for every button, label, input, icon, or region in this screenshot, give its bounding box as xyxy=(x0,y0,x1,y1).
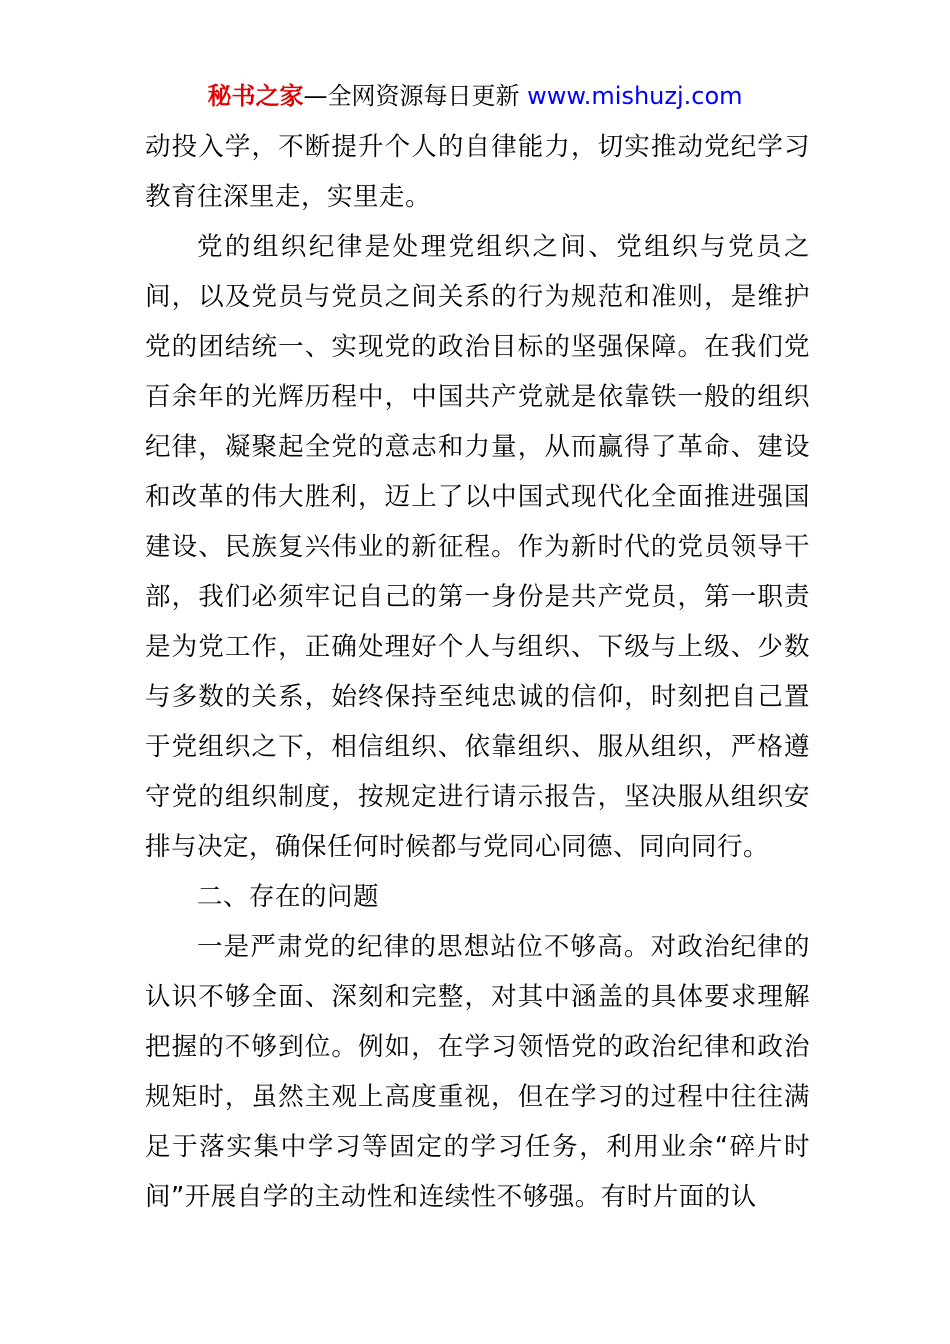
paragraph-problem-one: 一是严肃党的纪律的思想站位不够高。对政治纪律的认识不够全面、深刻和完整，对其中涵盖的具体要求理解把握的不够到位。例如，在学习领悟党的政治纪律和政治规矩时，虽然主观上高度重视，但在学习的过程中往往满足于落实集中学习等固定的学习任务，利用业余“碎片时间”开展自学的主动性和连续性不够强。有时片面的认 xyxy=(145,932,810,1212)
section-heading-problems: 二、存在的问题 xyxy=(197,882,380,912)
document-body xyxy=(145,122,810,1222)
page-header xyxy=(0,80,950,112)
paragraph-organization-discipline: 党的组织纪律是处理党组织之间、党组织与党员之间，以及党员与党员之间关系的行为规范和准则，是维护党的团结统一、实现党的政治目标的坚强保障。在我们党百余年的光辉历程中，中国共产党就是依靠铁一般的组织纪律，凝聚起全党的意志和力量，从而赢得了革命、建设和改革的伟大胜利，迈上了以中国式现代化全面推进强国建设、民族复兴伟业的新征程。作为新时代的党员领导干部，我们必须牢记自己的第一身份是共产党员，第一职责是为党工作，正确处理好个人与组织、下级与上级、少数与多数的关系，始终保持至纯忠诚的信仰，时刻把自己置于党组织之下，相信组织、依靠组织、服从组织，严格遵守党的组织制度，按规定进行请示报告，坚决服从组织安排与决定，确保任何时候都与党同心同德、同向同行。 xyxy=(145,232,810,862)
site-url-link[interactable]: www.mishuzj.com xyxy=(527,82,743,110)
site-brand: 秘书之家 xyxy=(207,82,304,110)
site-tagline: —全网资源每日更新 xyxy=(303,82,528,110)
paragraph-continuation: 动投入学，不断提升个人的自律能力，切实推动党纪学习教育往深里走，实里走。 xyxy=(145,132,810,212)
